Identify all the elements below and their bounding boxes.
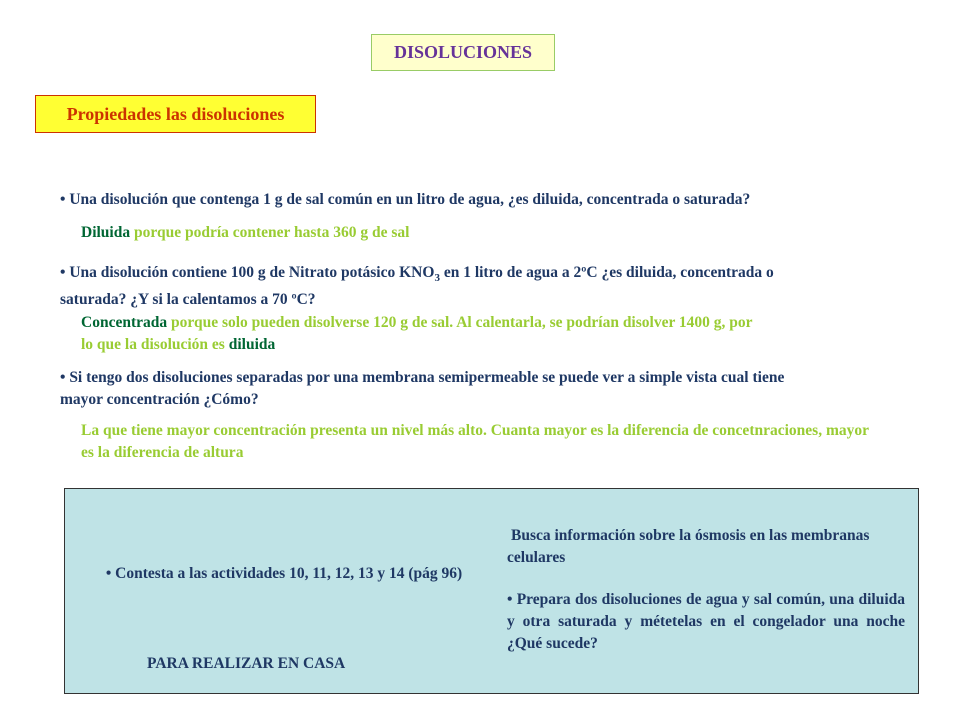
question-3 xyxy=(60,367,820,411)
title-box xyxy=(371,34,555,71)
question-2-text-b: en 1 litro de agua a 2ºC ¿es diluida, concentrada o saturada? ¿Y si la calentamos a 70 ºC? xyxy=(60,264,774,309)
homework-box xyxy=(64,488,919,694)
question-2 xyxy=(60,262,820,311)
bullet: • xyxy=(60,191,66,208)
answer-3 xyxy=(81,420,871,464)
answer-2-key: Concentrada xyxy=(81,314,168,331)
footer-text: PARA REALIZAR EN CASA xyxy=(147,655,346,672)
question-1 xyxy=(60,189,920,211)
homework-footer xyxy=(147,653,467,675)
bullet: • xyxy=(60,264,66,281)
answer-2-mid: porque solo pueden disolverse 120 g de sal. Al calentarla, se podrían disolver 1400 g, por lo que la disolución es xyxy=(81,314,753,353)
question-2-text-a: Una disolución contiene 100 g de Nitrato potásico KNO xyxy=(69,264,435,281)
page-title: DISOLUCIONES xyxy=(393,42,533,62)
answer-1-rest: porque podría contener hasta 360 g de sal xyxy=(130,224,410,241)
question-3-text: Si tengo dos disoluciones separadas por una membrana semipermeable se puede ver a simple vista cual tiene mayor concentración ¿Cómo? xyxy=(60,369,785,408)
section-title: Propiedades las disoluciones xyxy=(66,103,285,124)
answer-3-text: La que tiene mayor concentración presenta un nivel más alto. Cuanta mayor es la diferencia de concetnraciones, mayor es la diferencia de altura xyxy=(81,422,869,461)
activities-item xyxy=(89,563,479,585)
activities-text: Contesta a las actividades 10, 11, 12, 13 y 14 (pág 96) xyxy=(115,565,463,582)
experiment-item xyxy=(507,589,905,655)
subscript: 3 xyxy=(434,272,440,285)
question-1-text: Una disolución que contenga 1 g de sal común en un litro de agua, ¿es diluida, concentrada o saturada? xyxy=(69,191,751,208)
answer-1-key: Diluida xyxy=(81,224,131,241)
answer-2-end: diluida xyxy=(228,336,276,353)
bullet: • xyxy=(105,565,112,582)
subtitle-box xyxy=(35,95,316,133)
answer-2 xyxy=(81,312,761,356)
answer-1 xyxy=(81,222,921,244)
experiment-text: Prepara dos disoluciones de agua y sal común, una diluida y otra saturada y métetelas en el congelador una noche ¿Qué sucede? xyxy=(507,591,906,652)
research-item xyxy=(507,525,887,569)
bullet: • xyxy=(60,369,66,386)
research-text: Busca información sobre la ósmosis en las membranas celulares xyxy=(507,527,870,566)
bullet: • xyxy=(507,591,513,608)
